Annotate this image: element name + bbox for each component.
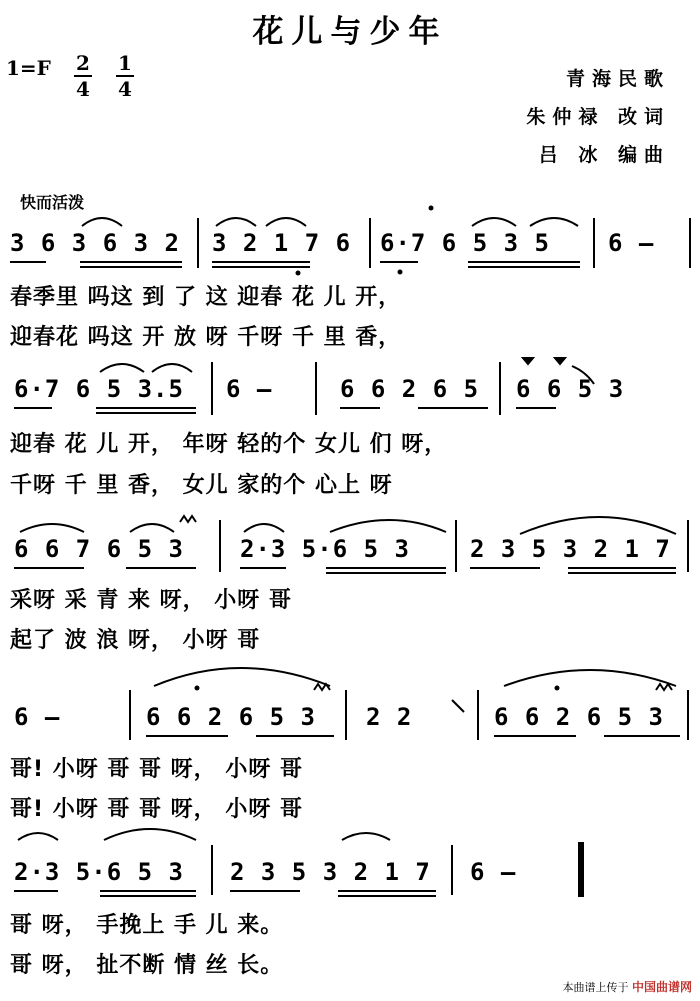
key-signature: 1=F xyxy=(6,56,51,80)
measure-1-4: 6 — xyxy=(608,229,655,257)
measure-5-3: 6 — xyxy=(470,858,517,886)
measure-1-2: 3 2 1 7 6 xyxy=(212,229,352,257)
measure-1-1: 3 6 3 6 3 2 xyxy=(10,229,180,257)
lyrics-1-verse-1: 春季里 吗这 到 了 这 迎春 花 儿 开， xyxy=(10,285,402,310)
measure-4-3: 2 2 xyxy=(366,703,413,731)
lyrics-3-verse-2: 起了 波 浪 呀， 小呀 哥 xyxy=(10,628,261,653)
lyrics-3-verse-1: 采呀 采 青 来 呀， 小呀 哥 xyxy=(10,588,292,613)
time-sig-2-den: 4 xyxy=(118,77,132,101)
measure-5-1: 2·3 5·6 5 3 xyxy=(14,858,184,886)
measure-3-1: 6 6 7 6 5 3 xyxy=(14,535,184,563)
credit-arranger: 吕 冰 编曲 xyxy=(538,144,670,166)
lyrics-2-verse-1: 迎春 花 儿 开， 年呀 轻的个 女儿 们 呀， xyxy=(10,432,448,457)
measure-4-1: 6 — xyxy=(14,703,61,731)
measure-2-1: 6·7 6 5 3.5 xyxy=(14,375,184,403)
tempo-marking: 快而活泼 xyxy=(20,193,85,212)
lyrics-4-verse-1: 哥! 小呀 哥 哥 呀， 小呀 哥 xyxy=(10,757,303,782)
credit-lyricist: 朱仲禄 改词 xyxy=(526,106,670,128)
measure-4-2: 6 6 2 6 5 3 xyxy=(146,703,316,731)
octave-dots xyxy=(195,206,560,691)
beam-underlines xyxy=(10,262,680,896)
lyrics-5-verse-1: 哥 呀， 手挽上 手 儿 来。 xyxy=(10,913,284,938)
measure-2-4: 6 6 5 3 xyxy=(516,375,625,403)
footer-prefix: 本曲谱上传于 xyxy=(562,981,629,994)
time-sig-1-den: 4 xyxy=(76,77,90,101)
source-footer xyxy=(562,978,692,995)
measure-4-4: 6 6 2 6 5 3 xyxy=(494,703,664,731)
song-title: 花儿与少年 xyxy=(252,14,448,50)
measure-2-2: 6 — xyxy=(226,375,273,403)
credit-origin: 青海民歌 xyxy=(565,68,670,90)
lyrics-4-verse-2: 哥! 小呀 哥 哥 呀， 小呀 哥 xyxy=(10,797,303,822)
footer-site[interactable]: 中国曲谱网 xyxy=(631,980,692,994)
slurs xyxy=(18,218,676,840)
ornaments xyxy=(180,358,672,712)
measure-1-3: 6·7 6 5 3 5 xyxy=(380,229,550,257)
lyrics-2-verse-2: 千呀 千 里 香， 女儿 家的个 心上 呀 xyxy=(10,473,393,498)
lyrics-5-verse-2: 哥 呀， 扯不断 情 丝 长。 xyxy=(10,953,284,978)
time-sig-2-num: 1 xyxy=(118,51,132,75)
measure-2-3: 6 6 2 6 5 xyxy=(340,375,480,403)
bar-lines xyxy=(130,218,690,895)
measure-5-2: 2 3 5 3 2 1 7 xyxy=(230,858,431,886)
final-bar-line xyxy=(578,842,584,897)
measure-3-3: 2 3 5 3 2 1 7 xyxy=(470,535,671,563)
measure-3-2: 2·3 5·6 5 3 xyxy=(240,535,410,563)
time-sig-1-num: 2 xyxy=(76,51,90,75)
lyrics-1-verse-2: 迎春花 吗这 开 放 呀 千呀 千 里 香， xyxy=(10,325,402,350)
